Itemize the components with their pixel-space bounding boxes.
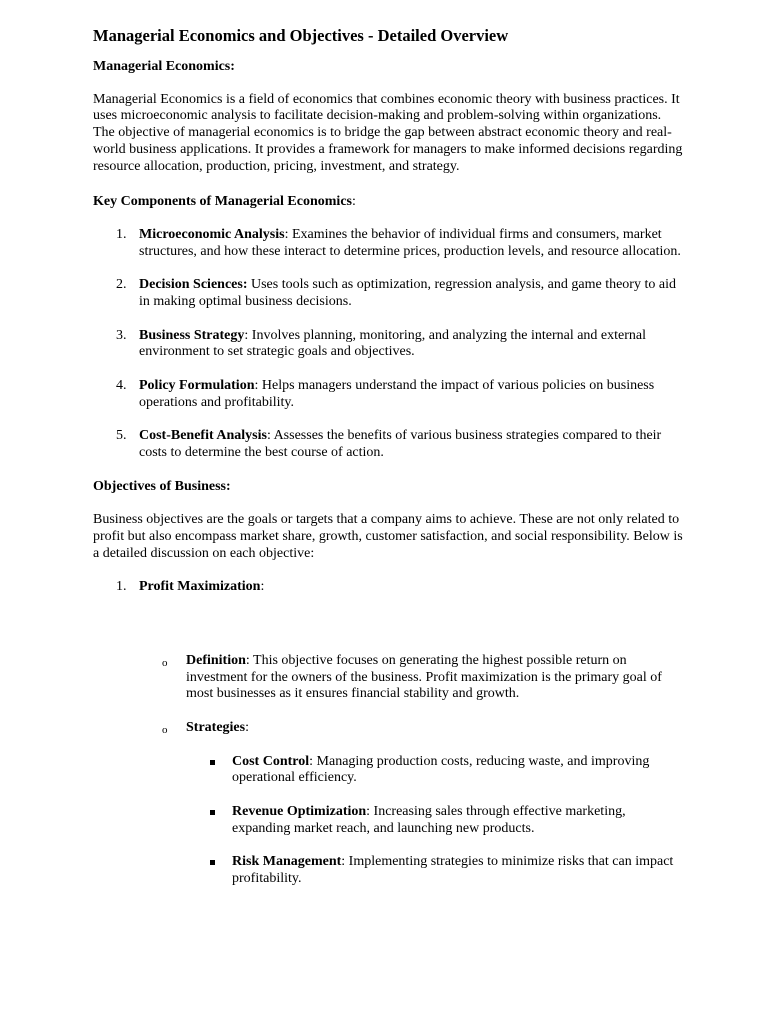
list-item-sep: : (266, 428, 271, 444)
sublist-item-term: Strategies (186, 719, 246, 735)
list-item-text: Uses tools such as optimization, regression analysis, and game theory to aid in making optimal business decisions. (139, 277, 676, 309)
list-number: 2. (116, 277, 127, 293)
objectives-paragraph: Business objectives are the goals or targets that a company aims to achieve. These are not only related to profit but also encompass market share, growth, customer satisfaction, and social responsibility. Below is a detailed discussion on each objective: (93, 511, 683, 561)
key-components-list (93, 227, 683, 462)
list-item (93, 378, 683, 412)
sublist-item-strategies (93, 720, 683, 737)
strategies-sublist (93, 754, 683, 888)
strategy-term: Revenue Optimization (232, 803, 367, 819)
list-item-term: Policy Formulation (139, 377, 255, 393)
list-item-term: Cost-Benefit Analysis (139, 428, 267, 444)
square-bullet-icon (210, 760, 215, 765)
profit-maximization-sublist (93, 653, 683, 737)
key-components-heading-line (93, 192, 683, 210)
list-item (93, 277, 683, 311)
list-number: 1. (116, 579, 127, 595)
document-page (93, 26, 683, 596)
list-item (93, 428, 683, 462)
list-item (93, 328, 683, 362)
square-bullet-icon (210, 860, 215, 865)
strategy-text: : Implementing strategies to minimize risks that can impact profitability. (232, 854, 674, 887)
list-item-sep: : (254, 377, 259, 393)
list-item-term: Decision Sciences: (139, 277, 248, 293)
list-item-text: Helps managers understand the impact of various policies on business operations and profitability. (139, 377, 655, 410)
strategy-term: Risk Management (232, 854, 342, 870)
list-number: 5. (116, 428, 127, 444)
strategy-item (93, 854, 683, 888)
list-item-text: Assesses the benefits of various business strategies compared to their costs to determine the best course of action. (139, 428, 662, 461)
profit-maximization-details (93, 636, 683, 888)
sublist-item-term: Definition (186, 652, 246, 668)
strategy-item (93, 804, 683, 838)
section-heading-objectives: Objectives of Business: (93, 479, 231, 495)
document-title: Managerial Economics and Objectives - Detailed Overview (93, 26, 509, 45)
list-item (93, 227, 683, 261)
circle-bullet-icon: o (162, 656, 168, 669)
list-number: 4. (116, 377, 127, 393)
strategy-term: Cost Control (232, 753, 310, 769)
list-item-term: Business Strategy (139, 327, 245, 343)
circle-bullet-icon: o (162, 723, 168, 736)
list-item-sep: : (284, 226, 289, 242)
list-item-text: Examines the behavior of individual firms and consumers, market structures, and how these interact to determine prices, production levels, and resource allocation. (139, 226, 681, 259)
square-bullet-icon (210, 810, 215, 815)
key-components-heading-colon: : (351, 193, 356, 209)
list-number: 3. (116, 327, 127, 343)
objectives-list (93, 579, 683, 596)
managerial-economics-paragraph: Managerial Economics is a field of economics that combines economic theory with business practices. It uses microeconomic analysis to facilitate decision-making and problem-solving within organizations. The objective of managerial economics is to bridge the gap between abstract economic theory and real-world business applications. It provides a framework for managers to make informed decisions regarding resource allocation, production, pricing, investment, and strategy. (93, 91, 683, 174)
list-number: 1. (116, 226, 127, 242)
sublist-item-text: : This objective focuses on generating the highest possible return on investment for the owners of the business. Profit maximization is the primary goal of most businesses as it ensures financial stability and growth. (186, 652, 662, 702)
list-item-term: Microeconomic Analysis (139, 226, 285, 242)
sublist-item-sep: : (245, 719, 249, 735)
list-item-sep: : (244, 327, 249, 343)
strategy-text: : Increasing sales through effective marketing, expanding market reach, and launching new products. (232, 803, 626, 836)
section-heading-key-components: Key Components of Managerial Economics (93, 193, 352, 209)
sublist-item-definition (93, 653, 683, 703)
section-heading-managerial-economics: Managerial Economics: (93, 59, 235, 74)
list-item-sep: : (260, 579, 265, 595)
strategy-item (93, 754, 683, 788)
strategy-text: : Managing production costs, reducing waste, and improving operational efficiency. (232, 753, 650, 786)
list-item-term: Profit Maximization (139, 579, 261, 595)
list-item (93, 579, 683, 596)
list-item-text: Involves planning, monitoring, and analyzing the internal and external environment to set strategic goals and objectives. (139, 327, 647, 360)
